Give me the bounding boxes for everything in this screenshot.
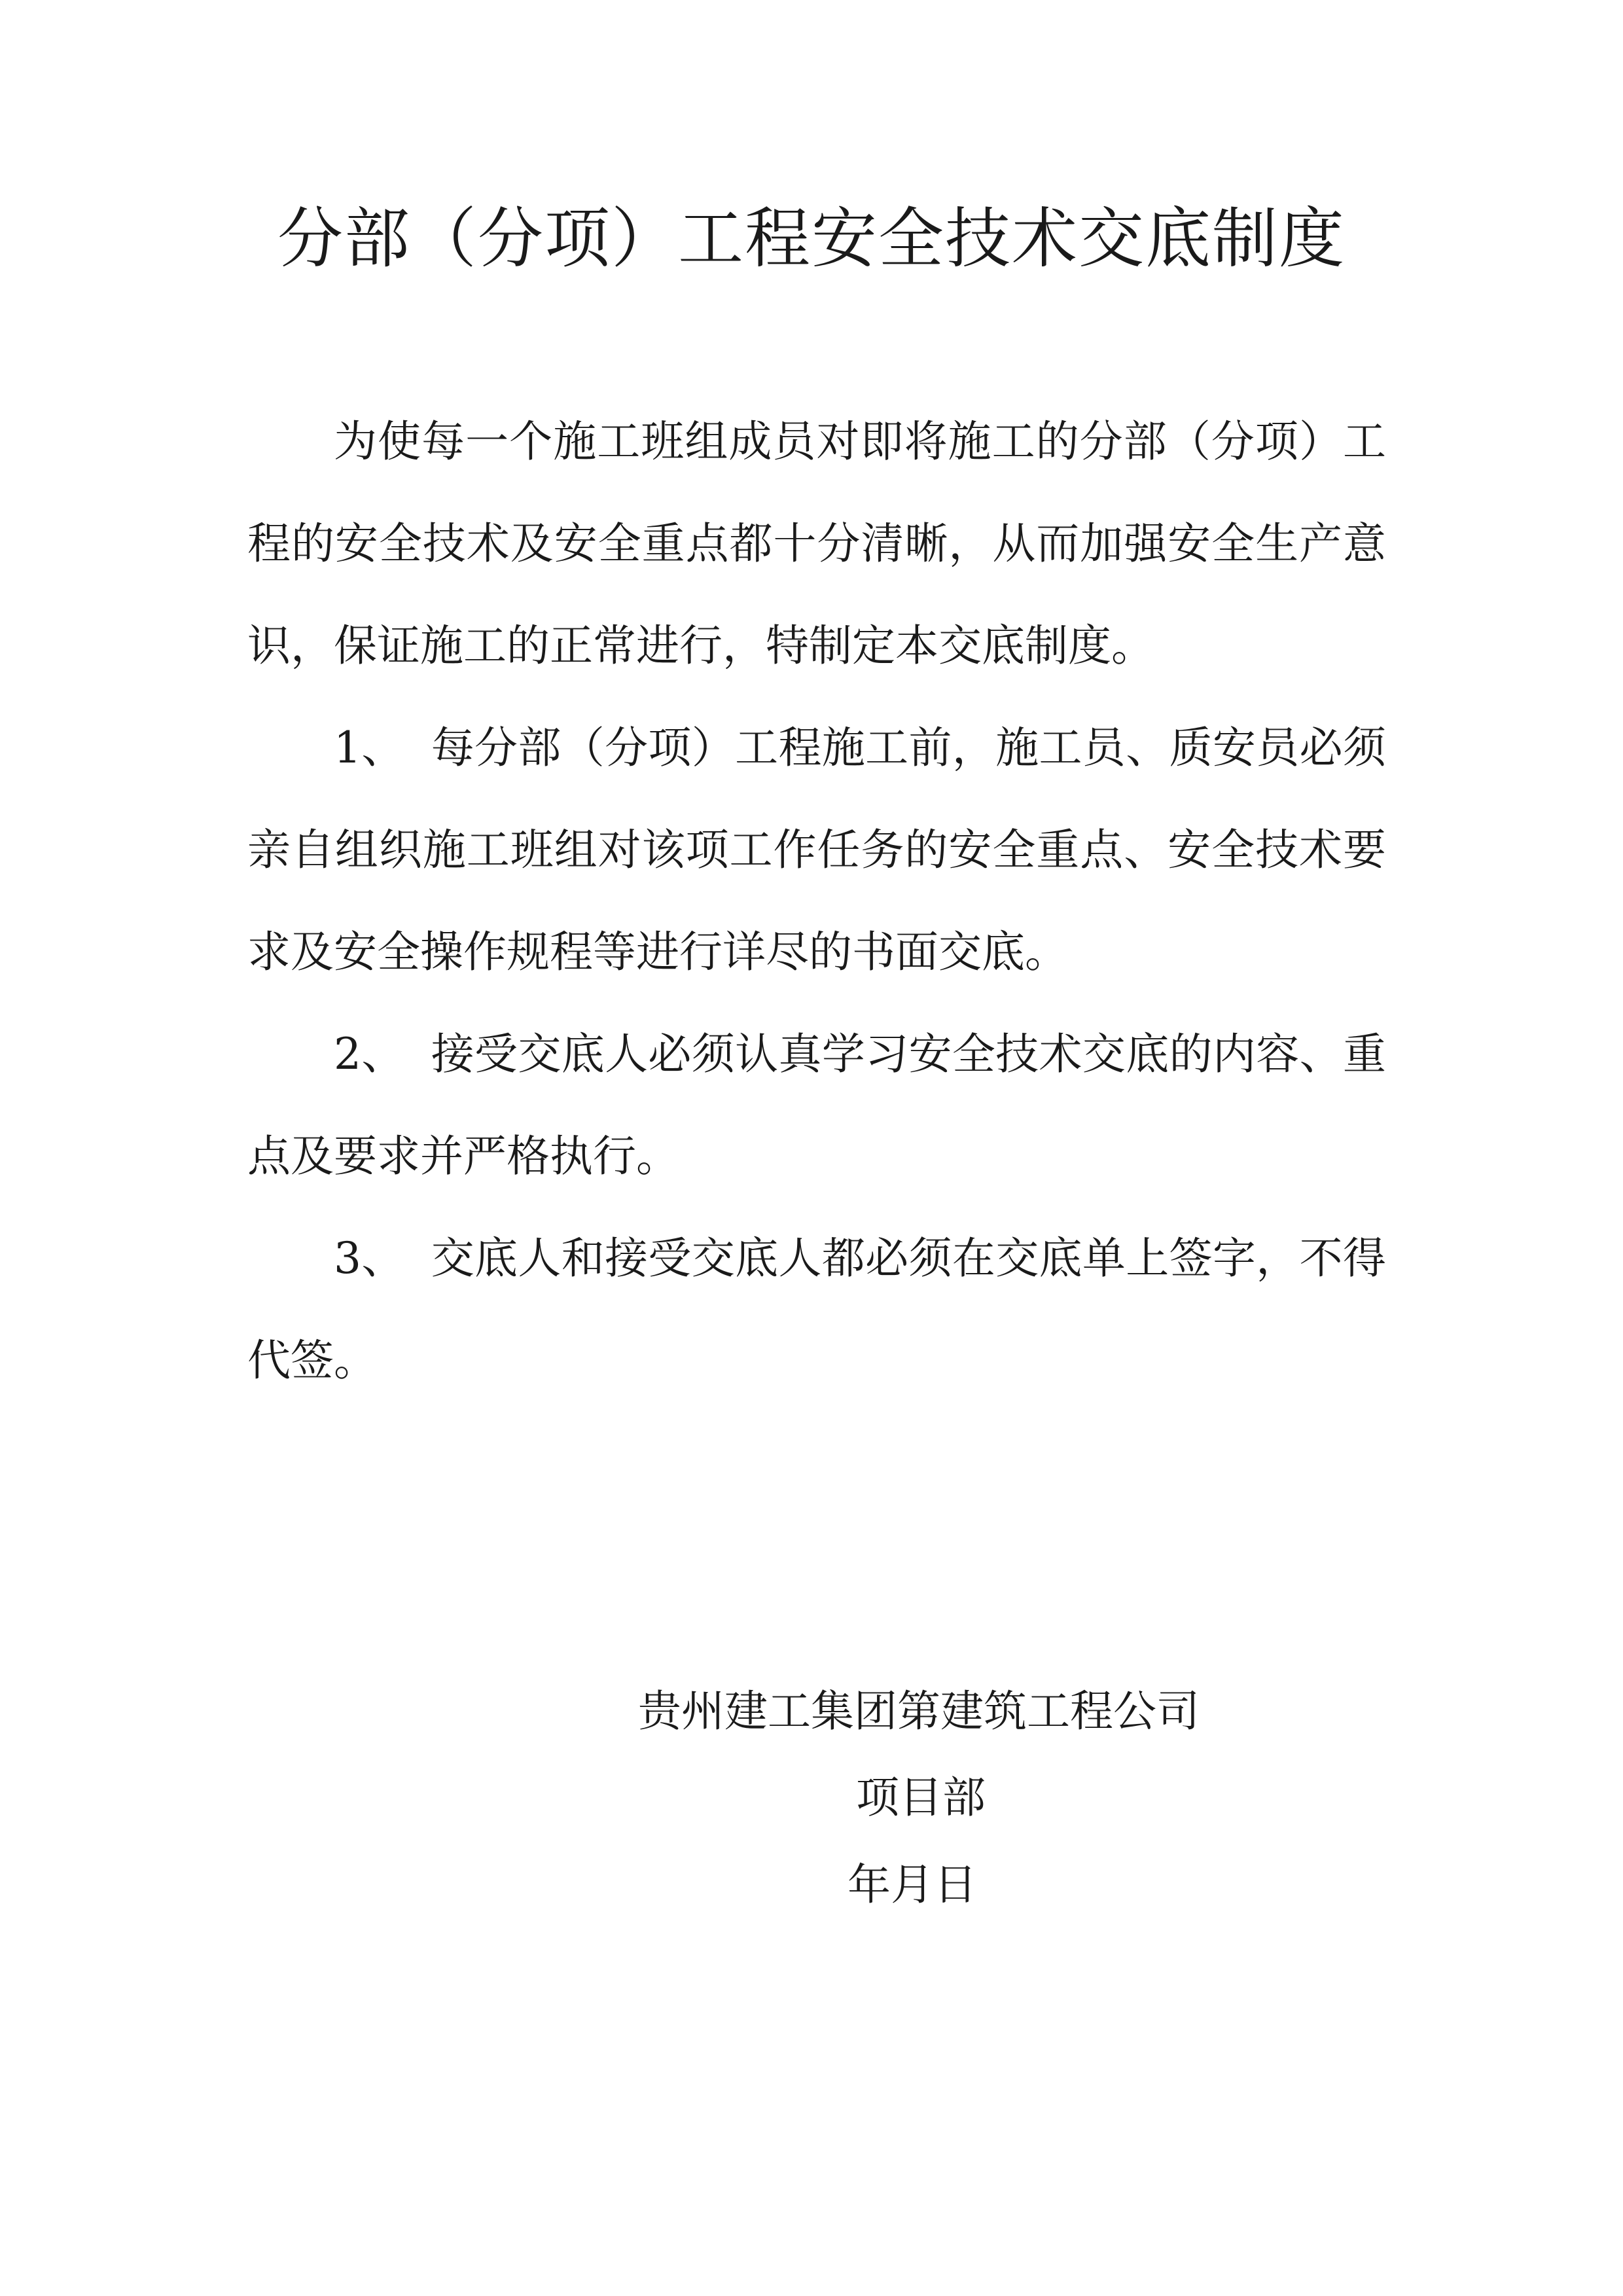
signature-department: 项目部: [856, 1772, 986, 1823]
document-body: [247, 391, 1386, 1412]
rule-number: 1、: [334, 723, 405, 773]
rule-item-1: [247, 697, 1386, 1003]
signature-company: 贵州建工集团第建筑工程公司: [638, 1686, 1200, 1736]
rule-number: 3、: [334, 1233, 405, 1283]
intro-paragraph: 为使每一个施工班组成员对即将施工的分部（分项）工程的安全技术及安全重点都十分清晰，从而加强安全生产意识，保证施工的正常进行，特制定本交底制度。: [247, 416, 1386, 671]
signature-date: 年月日: [847, 1859, 977, 1910]
rule-text: 每分部（分项）工程施工前，施工员、质安员必须亲自组织施工班组对该项工作任务的安全重点、安全技术要求及安全操作规程等进行详尽的书面交底。: [247, 723, 1386, 977]
document-title: 分部（分项）工程安全技术交底制度: [277, 200, 1346, 277]
rule-text: 交底人和接受交底人都必须在交底单上签字，不得代签。: [247, 1233, 1386, 1386]
rule-item-3: [247, 1208, 1386, 1412]
rule-number: 2、: [334, 1029, 405, 1079]
rule-text: 接受交底人必须认真学习安全技术交底的内容、重点及要求并严格执行。: [247, 1029, 1386, 1181]
rule-item-2: [247, 1003, 1386, 1208]
